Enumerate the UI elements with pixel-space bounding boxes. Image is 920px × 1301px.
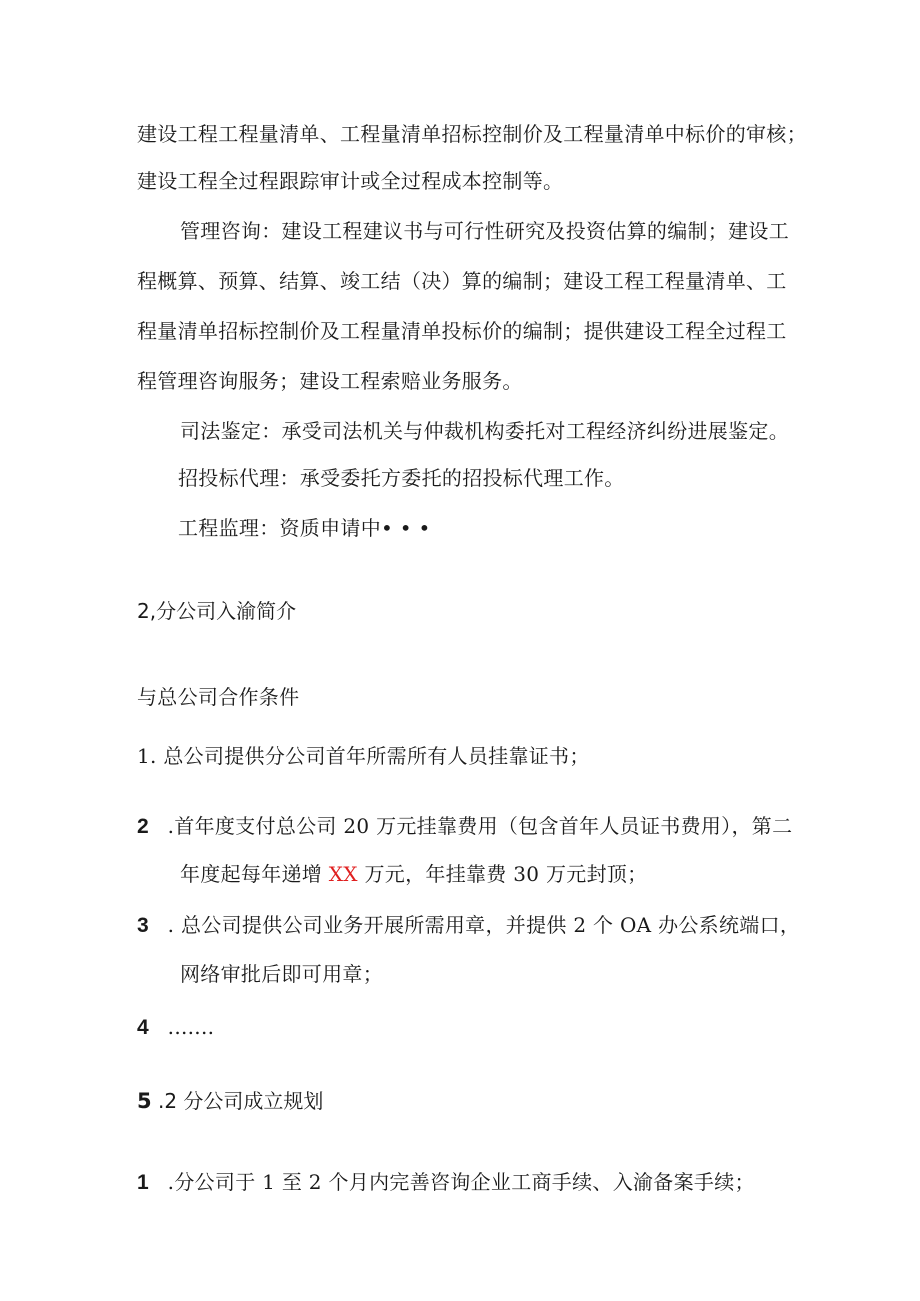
- engineering-supervision-paragraph: 工程监理：资质申请中• • •: [178, 516, 431, 540]
- cooperation-item-2-continued: [180, 860, 647, 888]
- plan-item-1: [137, 1168, 755, 1197]
- section-heading-2-text: 2,分公司入渝简介: [137, 599, 297, 623]
- list-text: .首年度支付总公司 20 万元挂靠费用（包含首年人员证书费用），第二: [161, 814, 793, 838]
- list-number: 1: [137, 1171, 149, 1194]
- list-text: 年度起每年递增: [180, 862, 329, 886]
- cooperation-item-4: [137, 1013, 214, 1042]
- cooperation-title: 与总公司合作条件: [137, 685, 300, 709]
- cooperation-item-2: [137, 812, 792, 841]
- judicial-appraisal-paragraph: 司法鉴定：承受司法机关与仲裁机构委托对工程经济纠纷进展鉴定。: [180, 419, 789, 443]
- management-consulting-paragraph: 管理咨询：建设工程建议书与可行性研究及投资估算的编制；建设工: [180, 219, 789, 243]
- section-heading-5-text: .2 分公司成立规划: [151, 1089, 324, 1113]
- paragraph-line: 建设工程全过程跟踪审计或全过程成本控制等。: [137, 169, 564, 193]
- paragraph-line: 程概算、预算、结算、竣工结（决）算的编制；建设工程工程量清单、工: [137, 269, 787, 293]
- paragraph-line: 建设工程工程量清单、工程量清单招标控制价及工程量清单中标价的审核；: [137, 122, 807, 146]
- cooperation-item-3: [137, 911, 800, 940]
- list-text: . 总公司提供公司业务开展所需用章，并提供 2 个 OA 办公系统端口，: [161, 913, 801, 937]
- paragraph-line: 程管理咨询服务；建设工程索赔业务服务。: [137, 369, 523, 393]
- list-text: .......: [161, 1015, 215, 1039]
- list-number: 4: [137, 1016, 149, 1039]
- section-heading-5-number: 5: [137, 1089, 152, 1113]
- cooperation-item-1: 1. 总公司提供分公司首年所需所有人员挂靠证书；: [137, 744, 590, 768]
- cooperation-item-3-continued: 网络审批后即可用章；: [180, 962, 383, 986]
- section-heading-2: [137, 597, 296, 625]
- paragraph-line: 程量清单招标控制价及工程量清单投标价的编制；提供建设工程全过程工: [137, 319, 787, 343]
- list-number: 3: [137, 914, 149, 937]
- bidding-agency-paragraph: 招投标代理：承受委托方委托的招投标代理工作。: [178, 466, 625, 490]
- list-text: .分公司于 1 至 2 个月内完善咨询企业工商手续、入渝备案手续；: [161, 1170, 755, 1194]
- list-text: 万元，年挂靠费 30 万元封顶；: [357, 862, 648, 886]
- section-heading-5: [137, 1087, 323, 1115]
- highlight-text: XX: [328, 862, 358, 886]
- list-number: 2: [137, 815, 149, 838]
